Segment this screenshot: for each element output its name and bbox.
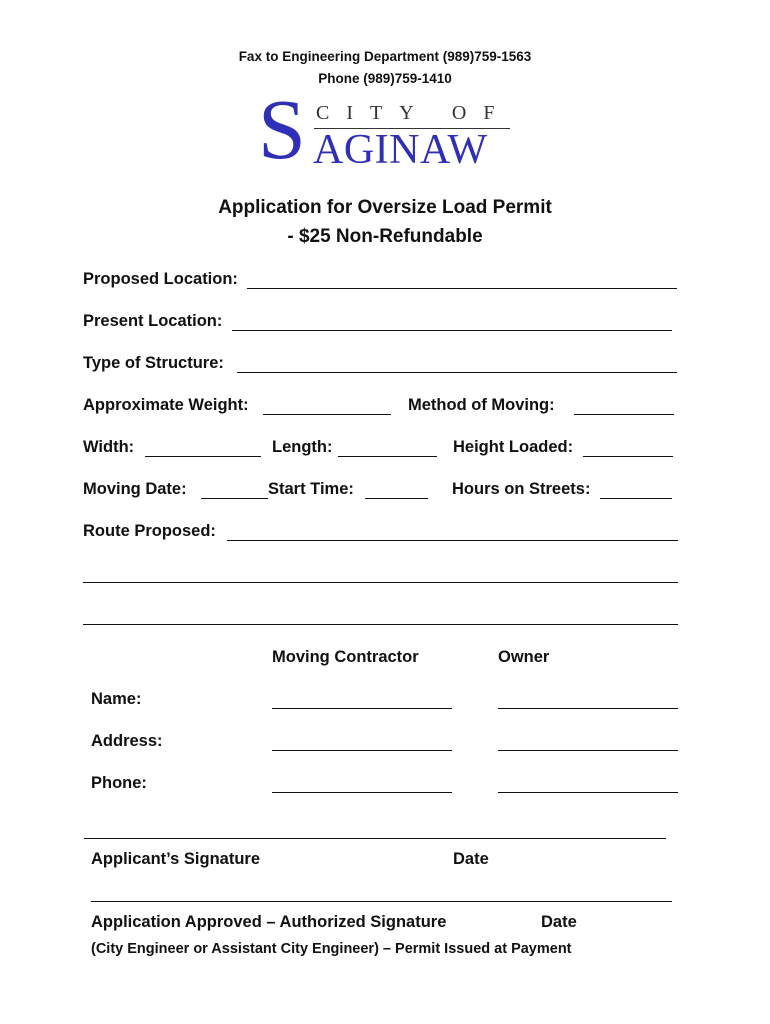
method-of-moving-field[interactable]: [574, 414, 674, 415]
route-proposed-line-2[interactable]: [83, 582, 678, 583]
approval-note: (City Engineer or Assistant City Engineer) – Permit Issued at Payment: [91, 941, 572, 957]
approximate-weight-field[interactable]: [263, 414, 391, 415]
contractor-name-field[interactable]: [272, 708, 452, 709]
owner-header: Owner: [498, 648, 550, 666]
form-subtitle: - $25 Non-Refundable: [287, 226, 483, 247]
owner-phone-field[interactable]: [498, 792, 678, 793]
address-label: Address:: [91, 732, 163, 750]
owner-name-field[interactable]: [498, 708, 678, 709]
approval-signature-line[interactable]: [91, 901, 672, 902]
route-proposed-line-3[interactable]: [83, 624, 678, 625]
present-location-field[interactable]: [232, 330, 672, 331]
method-of-moving-label: Method of Moving:: [408, 396, 555, 414]
width-label: Width:: [83, 438, 135, 456]
owner-address-field[interactable]: [498, 750, 678, 751]
logo-initial: S: [258, 81, 306, 177]
route-proposed-field[interactable]: [227, 540, 678, 541]
height-loaded-field[interactable]: [583, 456, 673, 457]
applicant-signature-label: Applicant’s Signature: [91, 850, 260, 868]
contractor-address-field[interactable]: [272, 750, 452, 751]
hours-on-streets-label: Hours on Streets:: [452, 480, 591, 498]
proposed-location-field[interactable]: [247, 288, 677, 289]
contractor-phone-field[interactable]: [272, 792, 452, 793]
length-field[interactable]: [338, 456, 437, 457]
length-label: Length:: [272, 438, 333, 456]
height-loaded-label: Height Loaded:: [453, 438, 574, 456]
name-label: Name:: [91, 690, 142, 708]
moving-date-label: Moving Date:: [83, 480, 187, 498]
fax-line: Fax to Engineering Department (989)759-1563: [238, 49, 532, 64]
start-time-field[interactable]: [365, 498, 428, 499]
city-of-saginaw-logo: [258, 81, 518, 177]
phone-label: Phone:: [91, 774, 147, 792]
start-time-label: Start Time:: [268, 480, 354, 498]
route-proposed-label: Route Proposed:: [83, 522, 216, 540]
hours-on-streets-field[interactable]: [600, 498, 672, 499]
type-of-structure-field[interactable]: [237, 372, 677, 373]
moving-contractor-header: Moving Contractor: [272, 648, 419, 666]
proposed-location-label: Proposed Location:: [83, 270, 238, 288]
logo-city-of: CITY OF: [316, 102, 512, 124]
approval-date-label: Date: [541, 913, 577, 931]
approval-signature-label: Application Approved – Authorized Signature: [91, 913, 447, 931]
width-field[interactable]: [145, 456, 261, 457]
applicant-signature-line[interactable]: [84, 838, 666, 839]
moving-date-field[interactable]: [201, 498, 268, 499]
type-of-structure-label: Type of Structure:: [83, 354, 224, 372]
present-location-label: Present Location:: [83, 312, 223, 330]
approximate-weight-label: Approximate Weight:: [83, 396, 249, 414]
logo-name: AGINAW: [313, 127, 488, 173]
form-title: Application for Oversize Load Permit: [218, 197, 552, 218]
phone-line: Phone (989)759-1410: [318, 71, 452, 86]
applicant-date-label: Date: [453, 850, 489, 868]
